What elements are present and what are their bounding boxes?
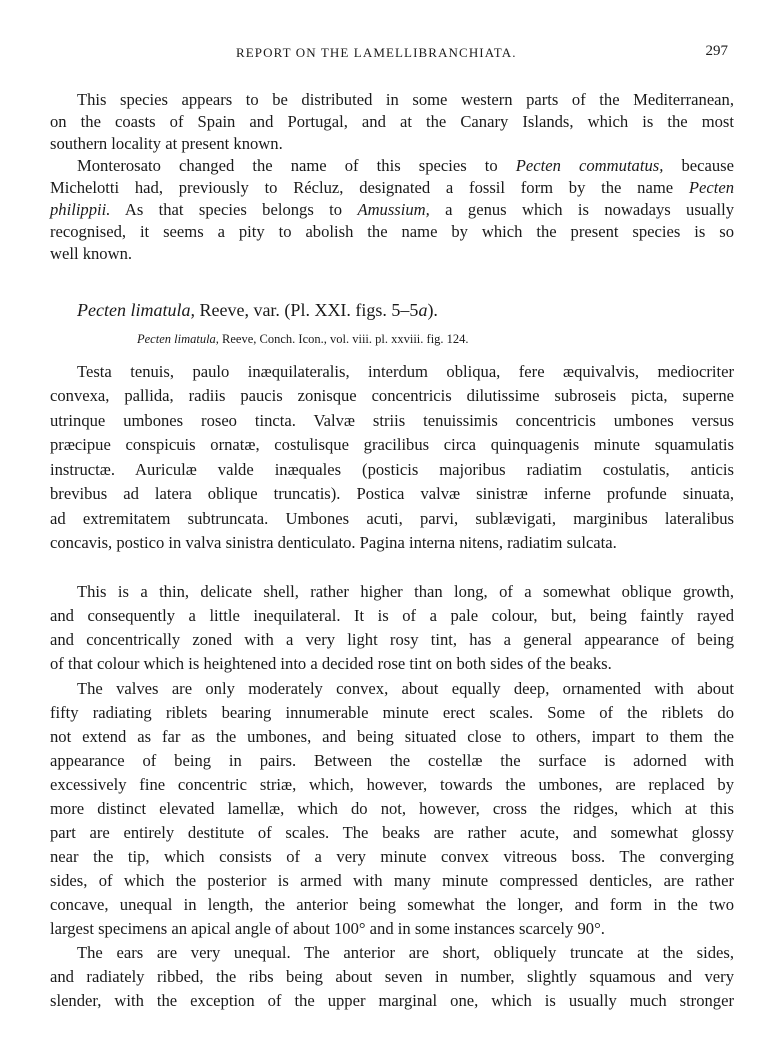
text-span: ). xyxy=(427,300,438,320)
text-line: instructæ. Auriculæ valde inæquales (posticis majoribus radiatim costulatis, anticis xyxy=(50,460,734,479)
running-head: REPORT ON THE LAMELLIBRANCHIATA. xyxy=(236,45,517,60)
text-line: and concentrically zoned with a very light rosy tint, has a general appearance of being xyxy=(50,630,734,649)
text-line: and radiately ribbed, the ribs being about seven in number, slightly squamous and very xyxy=(50,967,734,986)
synonymy-name: Pecten limatula, xyxy=(137,332,219,346)
text-line: on the coasts of Spain and Portugal, and at the Canary Islands, which is the most xyxy=(50,112,734,131)
text-line: The valves are only moderately convex, about equally deep, ornamented with about xyxy=(77,679,734,698)
text-span: Michelotti had, previously to Récluz, designated a fossil form by the name xyxy=(50,178,689,197)
synonymy-reference xyxy=(137,332,469,347)
text-line xyxy=(50,177,734,199)
text-span: a genus which is nowadays usually xyxy=(429,200,734,219)
page-number: 297 xyxy=(705,43,728,59)
text-line xyxy=(77,155,734,177)
text-line: præcipue conspicuis ornatæ, costulisque gracilibus circa quinquagenis minute squamulatis xyxy=(50,435,734,454)
text-line: of that colour which is heightened into a decided rose tint on both sides of the beaks. xyxy=(50,654,612,673)
taxon-name: Pecten commutatus, xyxy=(515,156,664,175)
text-line: appearance of being in pairs. Between the costellæ the surface is adorned with xyxy=(50,751,734,770)
species-name: Pecten limatula, xyxy=(77,300,195,320)
text-span: As that species belongs to xyxy=(110,200,358,219)
synonymy-citation: Reeve, Conch. Icon., vol. viii. pl. xxviii. fig. 124. xyxy=(218,332,469,346)
text-line: largest specimens an apical angle of about 100° and in some instances scarcely 90°. xyxy=(50,919,605,938)
taxon-name: Amussium, xyxy=(357,200,430,219)
page-header xyxy=(0,42,776,66)
text-line xyxy=(50,199,734,221)
text-line: brevibus ad latera oblique truncatis). Postica valvæ sinistræ inferne profunde sinuata, xyxy=(50,484,734,503)
species-author: Reeve, var. (Pl. XXI. figs. 5–5 xyxy=(194,300,419,320)
text-span: Monterosato changed the name of this species to xyxy=(77,156,516,175)
figure-suffix: a xyxy=(418,300,428,320)
text-line: well known. xyxy=(50,244,133,263)
text-line: This is a thin, delicate shell, rather higher than long, of a somewhat oblique growth, xyxy=(77,582,734,601)
text-line: and consequently a little inequilateral. It is of a pale colour, but, being faintly rayed xyxy=(50,606,734,625)
text-line: slender, with the exception of the upper marginal one, which is usually much stronger xyxy=(50,991,734,1010)
text-line: near the tip, which consists of a very minute convex vitreous boss. The converging xyxy=(50,847,734,866)
species-heading xyxy=(77,300,438,321)
text-line: utrinque umbones roseo tincta. Valvæ striis tenuissimis concentricis umbones versus xyxy=(50,411,734,430)
text-line: not extend as far as the umbones, and being situated close to others, impart to them the xyxy=(50,727,734,746)
text-line: convexa, pallida, radiis paucis zonisque concentricis dilutissime subroseis picta, superne xyxy=(50,386,734,405)
text-line: sides, of which the posterior is armed with many minute compressed denticles, are rather xyxy=(50,871,734,890)
text-line: recognised, it seems a pity to abolish the name by which the present species is so xyxy=(50,222,734,241)
text-span: because xyxy=(663,156,734,175)
text-line: more distinct elevated lamellæ, which do not, however, cross the ridges, which at this xyxy=(50,799,734,818)
text-line: This species appears to be distributed in some western parts of the Mediterranean, xyxy=(77,90,734,109)
text-line: ad extremitatem subtruncata. Umbones acuti, parvi, sublævigati, marginibus lateralibus xyxy=(50,509,734,528)
text-line: Testa tenuis, paulo inæquilateralis, interdum obliqua, fere æquivalvis, mediocriter xyxy=(77,362,734,381)
text-line: concave, unequal in length, the anterior being somewhat the longer, and form in the two xyxy=(50,895,734,914)
text-line: part are entirely destitute of scales. The beaks are rather acute, and somewhat glossy xyxy=(50,823,734,842)
text-line: concavis, postico in valva sinistra denticulato. Pagina interna nitens, radiatim sulcata. xyxy=(50,533,617,552)
text-line: fifty radiating riblets bearing innumerable minute erect scales. Some of the riblets do xyxy=(50,703,734,722)
text-line: southern locality at present known. xyxy=(50,134,283,153)
taxon-name: philippii. xyxy=(50,200,111,219)
text-line: The ears are very unequal. The anterior are short, obliquely truncate at the sides, xyxy=(77,943,734,962)
taxon-name: Pecten xyxy=(688,178,734,197)
text-line: excessively fine concentric striæ, which, however, towards the umbones, are replaced by xyxy=(50,775,734,794)
